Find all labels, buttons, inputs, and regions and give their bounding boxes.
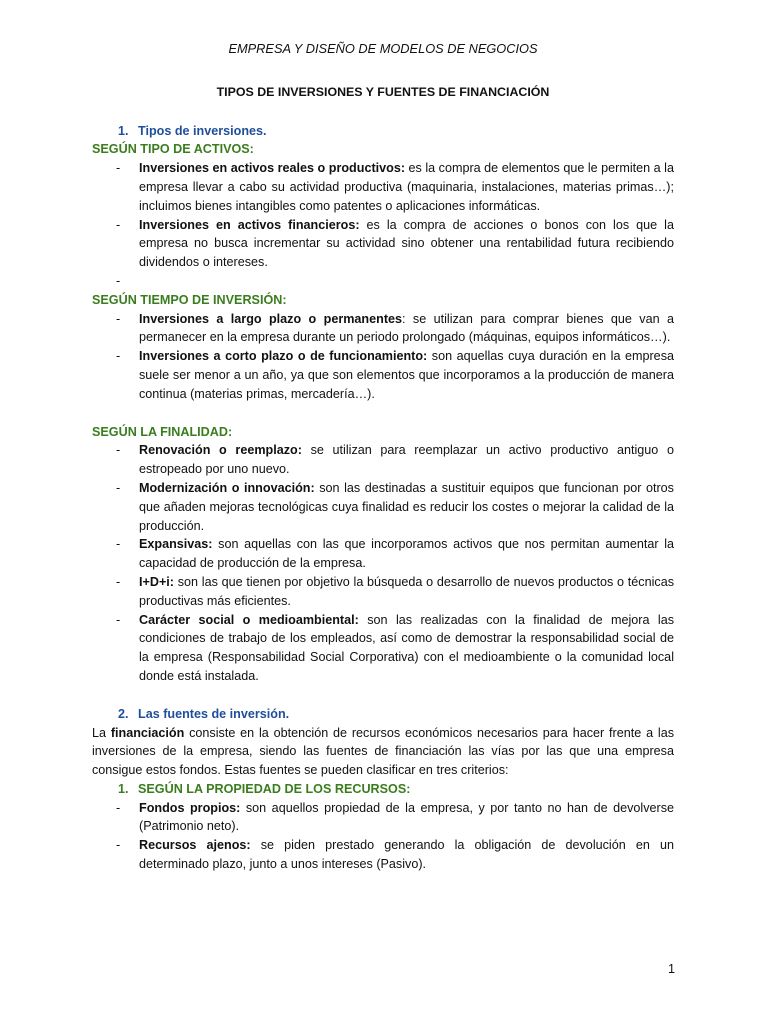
activos-list — [92, 159, 674, 291]
activos-heading: SEGÚN TIPO DE ACTIVOS: — [92, 142, 254, 157]
section-1-heading — [118, 122, 674, 141]
list-item: - Expansivas: son aquellas con las que incorporamos activos que nos permitan aumentar la capacidad de producción de la empresa. — [116, 537, 674, 571]
list-item: - Modernización o innovación: son las destinadas a sustituir equipos que funcionan por otros que añaden mejoras tecnológicas cuya finalidad es reducir los costes o mejorar la calidad de la producción. — [116, 480, 674, 533]
list-item: - I+D+i: son las que tienen por objetivo la búsqueda o desarrollo de nuevos productos o técnicas productivas más eficientes. — [116, 574, 674, 608]
list-item: - Carácter social o medioambiental: son las realizadas con la finalidad de mejora las condiciones de trabajo de los empleados, así como de demostrar la responsabilidad social de la empresa (Responsabilidad Social Corporativa) con el medioambiente o la comunidad local donde está instalada. — [116, 612, 674, 683]
page-number: 1 — [667, 962, 675, 976]
section-1-label: Tipos de inversiones. — [138, 123, 267, 138]
list-item: - Inversiones a largo plazo o permanentes: se utilizan para comprar bienes que van a permanecer en la empresa durante un periodo prolongado (máquinas, equipos informáticos…). — [116, 311, 674, 345]
section-2-heading — [118, 705, 674, 724]
propiedad-heading: 1. SEGÚN LA PROPIEDAD DE LOS RECURSOS: — [118, 781, 411, 796]
document-page — [92, 40, 674, 874]
finalidad-heading: SEGÚN LA FINALIDAD: — [92, 424, 233, 439]
list-item: - Fondos propios: son aquellos propiedad de la empresa, y por tanto no han de devolverse (Patrimonio neto). — [116, 800, 674, 834]
section-2-label: Las fuentes de inversión. — [138, 706, 290, 721]
page-header: EMPRESA Y DISEÑO DE MODELOS DE NEGOCIOS — [228, 41, 538, 56]
list-item: - Recursos ajenos: se piden prestado generando la obligación de devolución en un determinado plazo, junto a unos intereses (Pasivo). — [116, 838, 674, 872]
list-item: - Inversiones en activos reales o productivos: es la compra de elementos que le permiten a la empresa llevar a cabo su actividad productiva (maquinaria, instalaciones, materias primas…); incluimos bienes intangibles como patentes o aplicaciones informáticas. — [116, 161, 674, 213]
financiacion-paragraph: La financiación consiste en la obtención de recursos económicos necesarios para hacer frente a las inversiones de la empresa, siendo las fuentes de financiación las vías por las que una empresa consigue estos fondos. Estas fuentes se pueden clasificar en tres criterios: — [92, 725, 674, 778]
list-item: - Inversiones a corto plazo o de funcionamiento: son aquellas cuya duración en la empresa suele ser menor a un año, ya que son elementos que incorporamos a la producción de manera continua (materias primas, mercadería…). — [116, 349, 674, 401]
section-2-number: 2. — [118, 706, 129, 721]
list-item: - Inversiones en activos financieros: es la compra de acciones o bonos con los que la empresa no busca incrementar su actividad sino obtener una rentabilidad futura recibiendo dividendos o intereses. — [116, 217, 674, 270]
document-title: TIPOS DE INVERSIONES Y FUENTES DE FINANCIACIÓN — [216, 84, 550, 99]
finalidad-list — [92, 441, 674, 685]
section-1-number: 1. — [118, 123, 129, 138]
empty-list-item: - — [116, 273, 121, 288]
propiedad-list — [92, 799, 674, 874]
list-item: - Renovación o reemplazo: se utilizan para reemplazar un activo productivo antiguo o estropeado por uno nuevo. — [116, 443, 674, 477]
tiempo-list — [92, 310, 674, 404]
tiempo-heading: SEGÚN TIEMPO DE INVERSIÓN: — [92, 292, 287, 307]
